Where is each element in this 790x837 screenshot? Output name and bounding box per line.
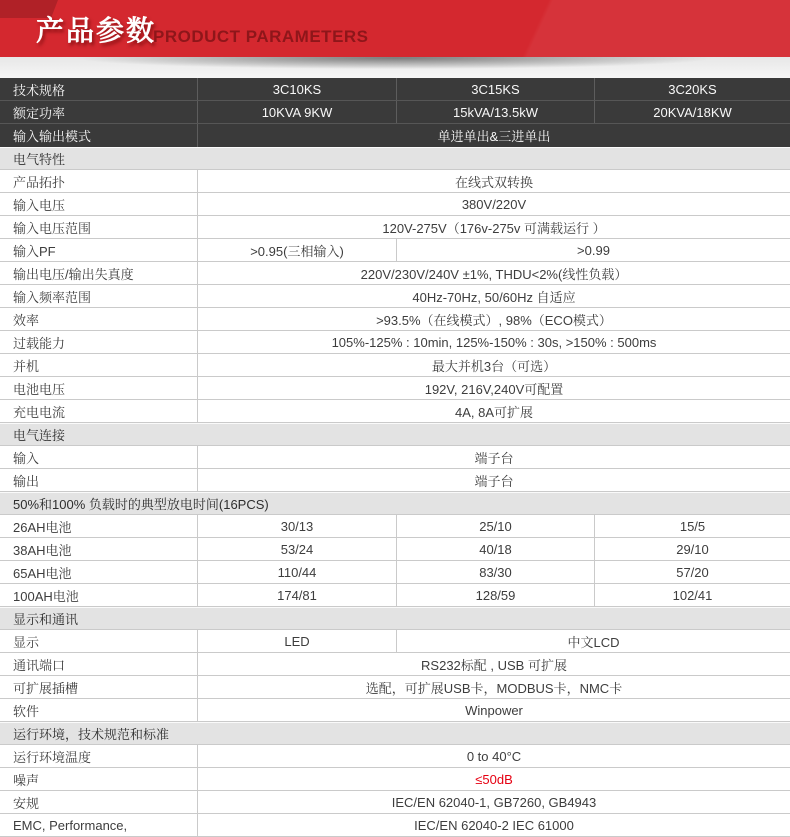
model-header-row: [0, 78, 790, 101]
cell-value: 20KVA/18KW: [594, 101, 790, 123]
cell-value: 10KVA 9KW: [197, 101, 396, 123]
section-header-row: [0, 423, 790, 446]
cell-value: >0.95(三相输入): [197, 239, 396, 261]
spec-row: [0, 308, 790, 331]
row-label: 充电电流: [13, 404, 66, 420]
cell-value: 128/59: [396, 584, 594, 606]
cell-value: Winpower: [197, 699, 790, 721]
spec-row: [0, 584, 790, 607]
cell-value: 3C15KS: [396, 78, 594, 100]
row-label: 电池电压: [13, 381, 66, 397]
banner-shadow-band: [0, 57, 790, 78]
row-label: 技术规格: [13, 82, 66, 98]
spec-table: [0, 78, 790, 837]
cell-value: 3C10KS: [197, 78, 396, 100]
spec-row: [0, 285, 790, 308]
spec-row: [0, 239, 790, 262]
spec-row: [0, 745, 790, 768]
row-label: 输入电压: [13, 197, 66, 213]
row-label: 26AH电池: [13, 519, 72, 535]
product-parameters-banner: [0, 0, 790, 57]
cell-value: 中文LCD: [396, 630, 790, 652]
spec-row: [0, 515, 790, 538]
model-header-row: [0, 124, 790, 147]
spec-row: [0, 469, 790, 492]
row-label: 噪声: [13, 772, 40, 788]
row-label: 产品拓扑: [13, 174, 66, 190]
spec-row: [0, 262, 790, 285]
row-label: EMC, Performance,: [13, 817, 128, 833]
row-label: 输出: [13, 473, 40, 489]
row-label: 运行环境温度: [13, 749, 92, 765]
cell-value: 15/5: [594, 515, 790, 537]
row-label: 电气连接: [13, 428, 66, 443]
row-label: 输出电压/输出失真度: [13, 266, 134, 282]
row-label: 安规: [13, 795, 40, 811]
cell-value: 174/81: [197, 584, 396, 606]
cell-value: 在线式双转换: [197, 170, 790, 192]
row-label: 显示和通讯: [13, 612, 79, 627]
cell-value: 120V-275V（176v-275v 可满载运行 ）: [197, 216, 790, 238]
cell-value: 0 to 40°C: [197, 745, 790, 767]
cell-value: 40/18: [396, 538, 594, 560]
row-label: 可扩展插槽: [13, 680, 79, 696]
spec-row: [0, 676, 790, 699]
cell-value: 102/41: [594, 584, 790, 606]
cell-value: 25/10: [396, 515, 594, 537]
spec-row: [0, 446, 790, 469]
cell-value: 选配，可扩展USB卡，MODBUS卡，NMC卡: [197, 676, 790, 698]
spec-row: [0, 653, 790, 676]
row-label: 电气特性: [13, 152, 66, 167]
row-label: 输入: [13, 450, 40, 466]
spec-row: [0, 354, 790, 377]
row-label: 通讯端口: [13, 657, 66, 673]
row-label: 50%和100% 负载时的典型放电时间(16PCS): [13, 497, 269, 512]
cell-value: IEC/EN 62040-1, GB7260, GB4943: [197, 791, 790, 813]
spec-row: [0, 193, 790, 216]
spec-row: [0, 170, 790, 193]
cell-value: 105%-125% : 10min, 125%-150% : 30s, >150% : 500ms: [197, 331, 790, 353]
row-label: 并机: [13, 358, 40, 374]
model-header-row: [0, 101, 790, 124]
page-subtitle: PRODUCT PARAMETERS: [153, 27, 369, 46]
spec-row: [0, 216, 790, 239]
cell-value: 220V/230V/240V ±1%, THDU<2%(线性负载）: [197, 262, 790, 284]
cell-value: 57/20: [594, 561, 790, 583]
cell-value: 110/44: [197, 561, 396, 583]
spec-row: [0, 561, 790, 584]
cell-value: 380V/220V: [197, 193, 790, 215]
cell-value: IEC/EN 62040-2 IEC 61000: [197, 814, 790, 836]
spec-row: [0, 699, 790, 722]
cell-value: >93.5%（在线模式）, 98%（ECO模式）: [197, 308, 790, 330]
spec-row: [0, 791, 790, 814]
cell-value: 53/24: [197, 538, 396, 560]
page-title: 产品参数: [36, 15, 157, 46]
section-header-row: [0, 492, 790, 515]
cell-value: 83/30: [396, 561, 594, 583]
cell-value: 端子台: [197, 469, 790, 491]
row-label: 输入频率范围: [13, 289, 92, 305]
row-label: 100AH电池: [13, 588, 79, 604]
row-label: 65AH电池: [13, 565, 72, 581]
row-label: 效率: [13, 312, 40, 328]
spec-row: [0, 768, 790, 791]
cell-value: 15kVA/13.5kW: [396, 101, 594, 123]
row-label: 输入PF: [13, 243, 56, 259]
cell-value: 29/10: [594, 538, 790, 560]
cell-value: 单进单出&三进单出: [197, 124, 790, 147]
spec-row: [0, 400, 790, 423]
cell-value: 3C20KS: [594, 78, 790, 100]
cell-value: 192V, 216V,240V可配置: [197, 377, 790, 399]
row-label: 额定功率: [13, 105, 66, 121]
cell-value: LED: [197, 630, 396, 652]
section-header-row: [0, 722, 790, 745]
cell-value: 40Hz-70Hz, 50/60Hz 自适应: [197, 285, 790, 307]
spec-row: [0, 630, 790, 653]
row-label: 软件: [13, 703, 40, 719]
row-label: 输入输出模式: [13, 129, 92, 144]
spec-row: [0, 377, 790, 400]
cell-value: 30/13: [197, 515, 396, 537]
spec-row: [0, 331, 790, 354]
cell-value: 端子台: [197, 446, 790, 468]
section-header-row: [0, 607, 790, 630]
row-label: 38AH电池: [13, 542, 72, 558]
row-label: 过载能力: [13, 335, 66, 351]
cell-value: ≤50dB: [197, 768, 790, 790]
banner-diagonal-facet: [370, 0, 790, 57]
spec-row: [0, 814, 790, 837]
row-label: 显示: [13, 634, 40, 650]
cell-value: >0.99: [396, 239, 790, 261]
row-label: 运行环境，技术规范和标准: [13, 727, 170, 742]
row-label: 输入电压范围: [13, 220, 92, 236]
spec-row: [0, 538, 790, 561]
cell-value: RS232标配 , USB 可扩展: [197, 653, 790, 675]
section-header-row: [0, 147, 790, 170]
cell-value: 4A, 8A可扩展: [197, 400, 790, 422]
cell-value: 最大并机3台（可选）: [197, 354, 790, 376]
